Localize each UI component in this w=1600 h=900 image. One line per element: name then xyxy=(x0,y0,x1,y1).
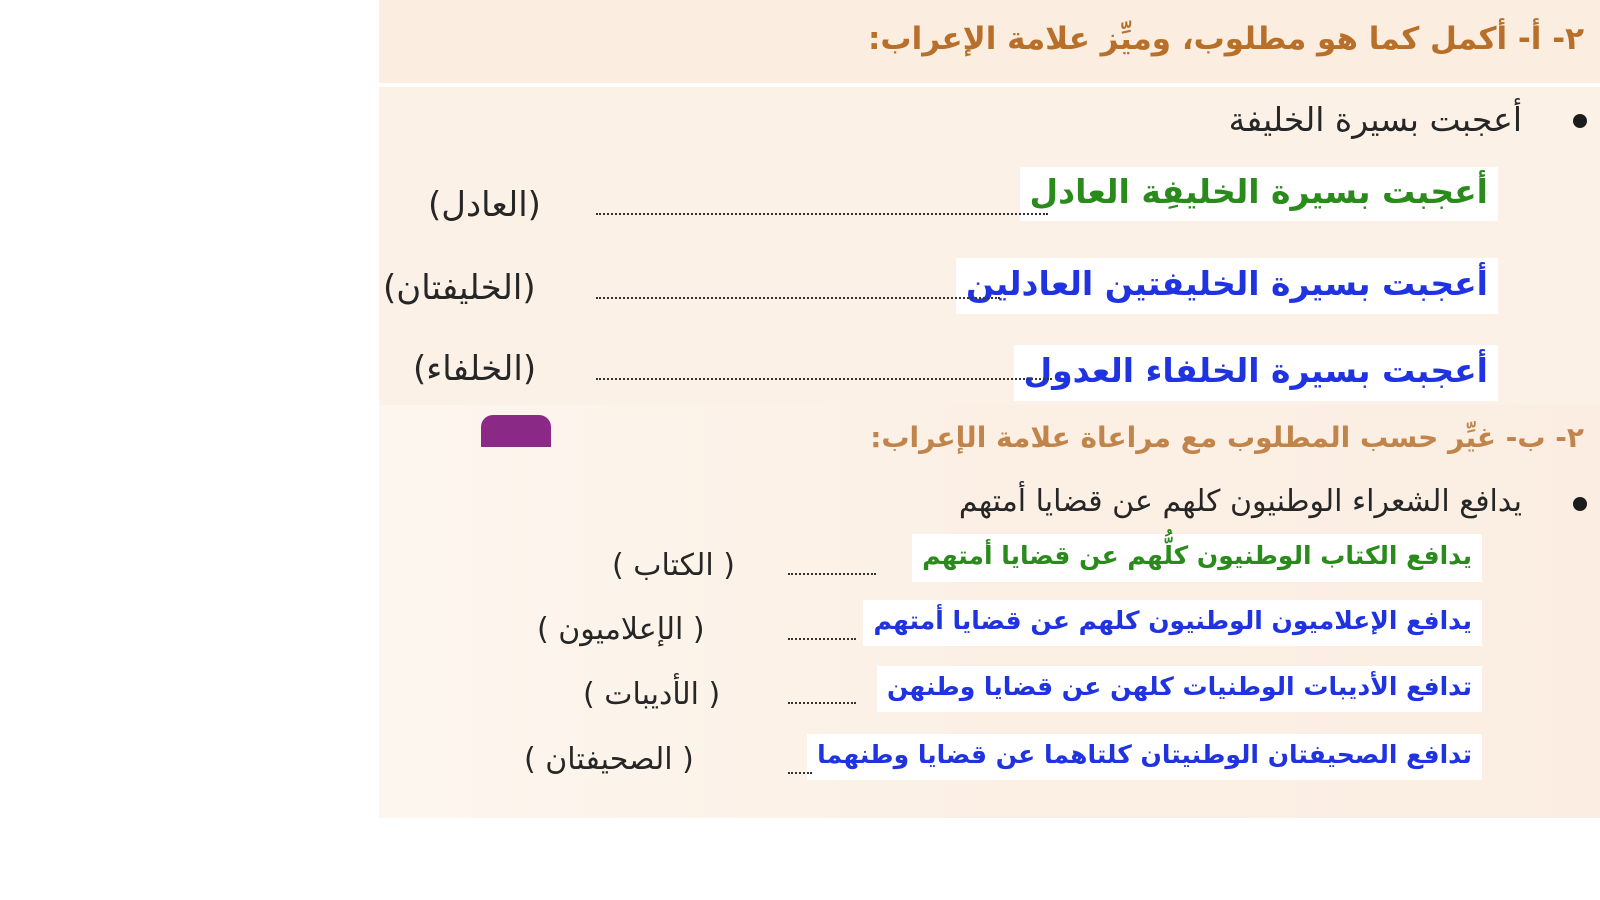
answer-b-2: يدافع الإعلاميون الوطنيون كلهم عن قضايا أمتهم xyxy=(863,600,1482,646)
given-word-a-3: (الخلفاء) xyxy=(413,349,537,389)
section-b-prompt: يدافع الشعراء الوطنيون كلهم عن قضايا أمتهم xyxy=(958,484,1522,519)
given-word-a-1: (العادل) xyxy=(428,185,541,225)
answer-line xyxy=(788,573,876,575)
section-a-title: ٢- أ- أكمل كما هو مطلوب، وميِّز علامة الإعراب: xyxy=(868,21,1584,57)
section-b-title: ٢- ب- غيِّر حسب المطلوب مع مراعاة علامة الإعراب: xyxy=(870,421,1584,454)
bullet-icon xyxy=(1573,114,1587,128)
answer-b-3: تدافع الأديبات الوطنيات كلهن عن قضايا وطنهن xyxy=(877,666,1482,712)
answer-line xyxy=(788,772,812,774)
given-word-b-4: ( الصحيفتان ) xyxy=(524,742,694,777)
answer-a-3: أعجبت بسيرة الخلفاء العدول xyxy=(1014,345,1498,401)
answer-a-1: أعجبت بسيرة الخليفِة العادل xyxy=(1020,167,1498,221)
answer-b-4: تدافع الصحيفتان الوطنيتان كلتاهما عن قضايا وطنهما xyxy=(807,734,1482,780)
purple-tab-marker xyxy=(481,415,551,447)
answer-line xyxy=(596,213,1048,215)
answer-b-1: يدافع الكتاب الوطنيون كلُّهم عن قضايا أمتهم xyxy=(912,534,1482,582)
answer-line xyxy=(596,378,1052,380)
section-a-prompt: أعجبت بسيرة الخليفة xyxy=(1228,100,1522,139)
answer-a-2: أعجبت بسيرة الخليفتين العادلين xyxy=(956,258,1498,314)
bullet-icon xyxy=(1573,497,1587,511)
given-word-a-2: (الخليفتان) xyxy=(383,268,536,308)
given-word-b-3: ( الأديبات ) xyxy=(583,677,721,712)
answer-line xyxy=(788,638,856,640)
given-word-b-1: ( الكتاب ) xyxy=(612,548,735,583)
given-word-b-2: ( الإعلاميون ) xyxy=(537,612,705,647)
answer-line xyxy=(596,297,1000,299)
answer-line xyxy=(788,702,856,704)
